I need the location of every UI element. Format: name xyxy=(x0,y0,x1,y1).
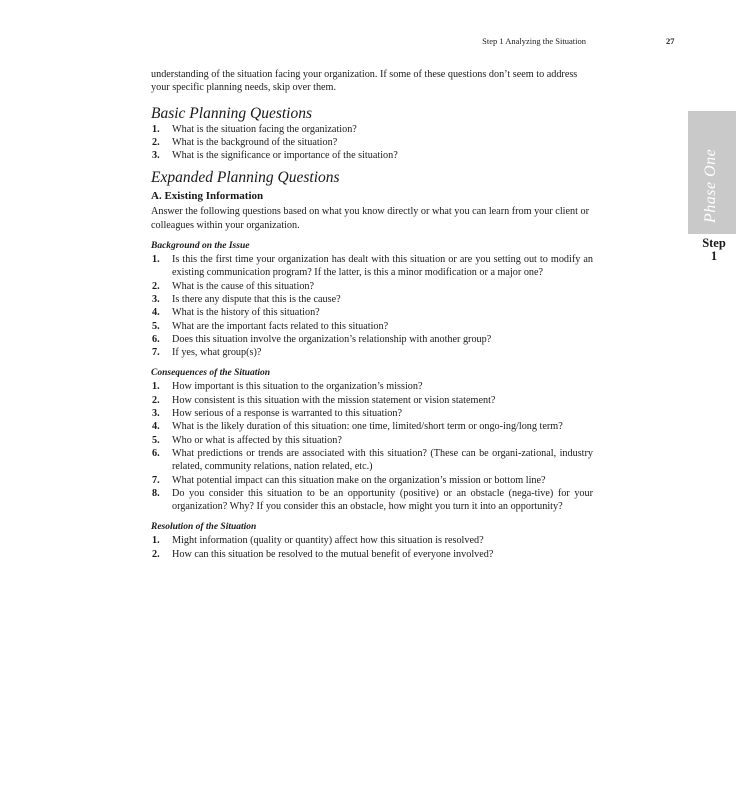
item-number: 2. xyxy=(152,548,160,560)
item-number: 7. xyxy=(152,347,160,359)
item-text: What is the significance or importance of the situation? xyxy=(172,150,398,162)
item-number: 5. xyxy=(152,320,160,332)
list-item xyxy=(151,380,593,393)
item-text: How can this situation be resolved to the mutual benefit of everyone involved? xyxy=(172,548,494,560)
item-text: Is there any dispute that this is the cause? xyxy=(172,293,341,305)
list-item xyxy=(151,434,593,447)
item-text: What is the likely duration of this situation: one time, limited/short term or ongo-ing/long term? xyxy=(172,421,563,433)
item-number: 1. xyxy=(152,123,160,135)
list-item xyxy=(151,534,593,547)
basic-questions-heading: Basic Planning Questions xyxy=(151,104,313,122)
item-number: 7. xyxy=(152,474,160,486)
list-item xyxy=(151,123,593,136)
item-number: 3. xyxy=(152,150,160,162)
list-item xyxy=(151,346,593,359)
item-text: Who or what is affected by this situation? xyxy=(172,434,342,446)
list-item xyxy=(151,320,593,333)
phase-tab xyxy=(688,111,736,234)
existing-information-paragraph: Answer the following questions based on what you know directly or what you can learn from your client or colleagues within your organization. xyxy=(151,206,589,231)
item-text: What is the cause of this situation? xyxy=(172,280,315,292)
list-item xyxy=(151,333,593,346)
list-item xyxy=(151,306,593,319)
item-text: What are the important facts related to this situation? xyxy=(172,320,389,332)
phase-label: Phase One xyxy=(702,148,719,223)
step-label: Step xyxy=(702,236,726,250)
item-number: 2. xyxy=(152,136,160,148)
step-marker xyxy=(694,237,734,263)
item-number: 4. xyxy=(152,421,160,433)
item-number: 2. xyxy=(152,394,160,406)
basic-questions-list xyxy=(151,123,593,163)
existing-information-heading: A. Existing Information xyxy=(151,190,264,203)
list-item xyxy=(151,253,593,280)
list-item xyxy=(151,407,593,420)
list-item xyxy=(151,447,593,474)
item-text: What potential impact can this situation make on the organization’s mission or bottom line? xyxy=(172,474,546,486)
list-item xyxy=(151,487,593,514)
page-body xyxy=(151,68,593,561)
item-text: Do you consider this situation to be an opportunity (positive) or an obstacle (nega-tive) for your organization? Why? If you consider this an obstacle, how might you turn it into an opportunity? xyxy=(172,487,593,513)
list-item xyxy=(151,136,593,149)
consequences-list xyxy=(151,380,593,513)
item-text: How important is this situation to the organization’s mission? xyxy=(172,381,423,393)
step-number: 1 xyxy=(710,249,718,263)
item-number: 6. xyxy=(152,333,160,345)
list-item xyxy=(151,280,593,293)
background-list xyxy=(151,253,593,359)
item-number: 5. xyxy=(152,434,160,446)
running-head: Step 1 Analyzing the Situation xyxy=(482,36,586,46)
item-text: What predictions or trends are associated with this situation? (These can be organi-zational, industry related, community relations, nation related, etc.) xyxy=(172,447,593,473)
item-number: 2. xyxy=(152,280,160,292)
item-text: Is this the first time your organization has dealt with this situation or are you setting out to modify an existing communication program? If the latter, is this a minor modification or a major one? xyxy=(172,254,593,279)
item-text: Does this situation involve the organization’s relationship with another group? xyxy=(172,333,492,345)
consequences-heading: Consequences of the Situation xyxy=(151,368,271,379)
item-number: 1. xyxy=(152,254,160,266)
item-number: 4. xyxy=(152,307,160,319)
page-header xyxy=(0,36,736,50)
background-heading: Background on the Issue xyxy=(151,241,250,252)
list-item xyxy=(151,149,593,162)
item-text: How consistent is this situation with the mission statement or vision statement? xyxy=(172,394,496,406)
item-number: 3. xyxy=(152,408,160,420)
expanded-questions-heading: Expanded Planning Questions xyxy=(151,169,340,187)
item-text: How serious of a response is warranted to this situation? xyxy=(172,408,403,420)
list-item xyxy=(151,548,593,561)
list-item xyxy=(151,293,593,306)
item-text: What is the situation facing the organization? xyxy=(172,123,357,135)
item-text: Might information (quality or quantity) affect how this situation is resolved? xyxy=(172,535,484,547)
intro-paragraph: understanding of the situation facing your organization. If some of these questions don’t seem to address your specific planning needs, skip over them. xyxy=(151,69,578,94)
item-text: If yes, what group(s)? xyxy=(172,347,262,359)
item-number: 8. xyxy=(152,487,160,499)
page-number: 27 xyxy=(666,36,675,46)
item-number: 6. xyxy=(152,447,160,459)
list-item xyxy=(151,420,593,433)
item-text: What is the history of this situation? xyxy=(172,307,320,319)
resolution-list xyxy=(151,534,593,561)
item-number: 1. xyxy=(152,535,160,547)
item-text: What is the background of the situation? xyxy=(172,136,338,148)
list-item xyxy=(151,394,593,407)
resolution-heading: Resolution of the Situation xyxy=(151,522,257,533)
item-number: 1. xyxy=(152,381,160,393)
list-item xyxy=(151,474,593,487)
item-number: 3. xyxy=(152,293,160,305)
